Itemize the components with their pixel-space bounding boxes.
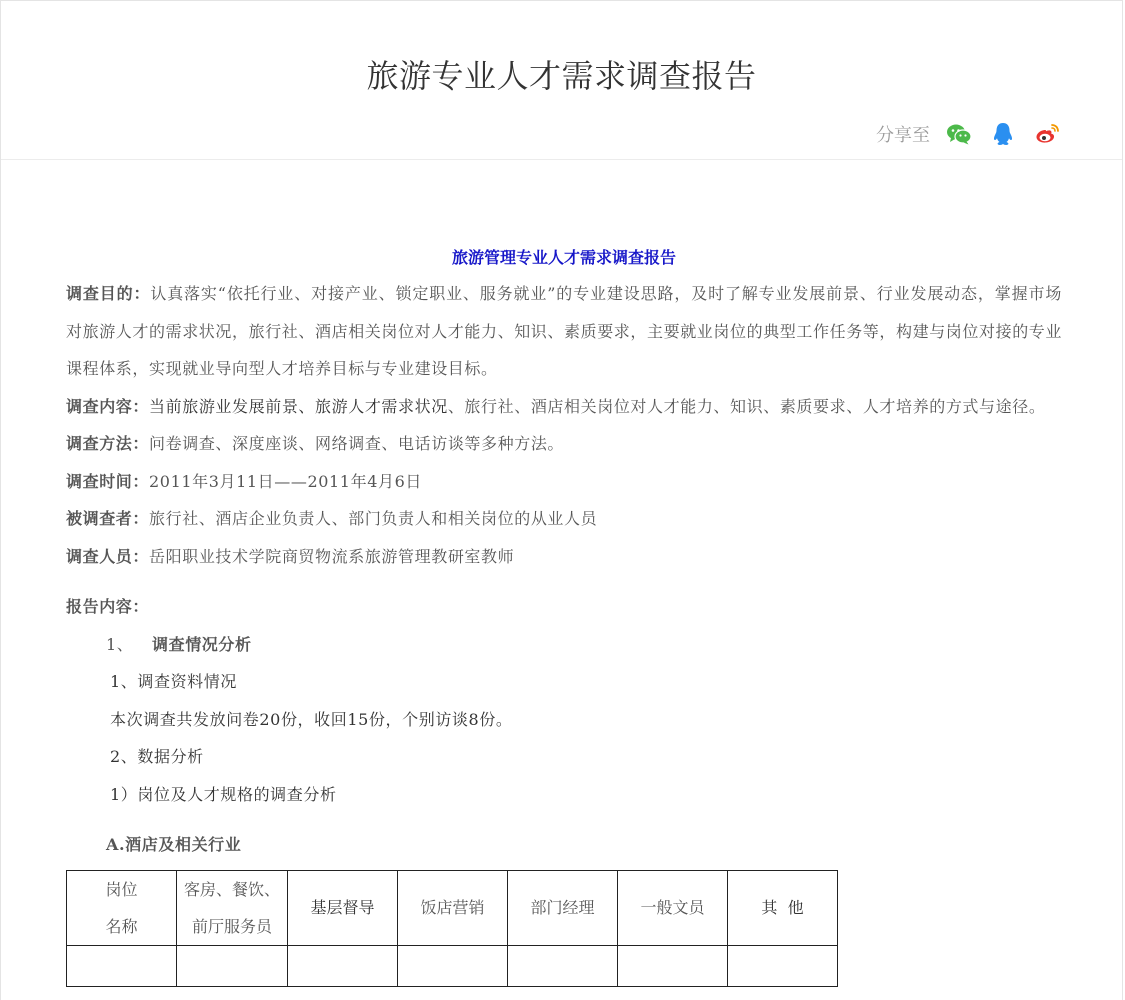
- content-text-highlight: 当前旅游业发展前景、旅游人才需求状况: [149, 396, 448, 416]
- content-label: 调查内容：: [66, 396, 150, 416]
- staff-text: 岳阳职业技术学院商贸物流系旅游管理教研室教师: [149, 546, 515, 566]
- share-bar: [876, 121, 1060, 147]
- method-text: 问卷调查、深度座谈、网络调查、电话访谈等多种方法。: [149, 434, 565, 453]
- share-label: 分享至: [876, 125, 930, 146]
- subsection-1: 1、调查资料情况: [110, 672, 237, 691]
- subsection-1-text: 本次调查共发放问卷20份，收回15份，个别访谈8份。: [110, 709, 513, 729]
- time-label: 调查时间：: [66, 471, 150, 491]
- subsection-2-1: 1）岗位及人才规格的调查分析: [110, 784, 337, 804]
- staff-paragraph: [66, 538, 1062, 576]
- table-cell: [728, 945, 838, 986]
- time-paragraph: [66, 463, 1062, 501]
- table-header-cell: [177, 870, 288, 945]
- method-paragraph: [66, 425, 1062, 463]
- purpose-label: 调查目的：: [66, 284, 151, 303]
- subject-paragraph: [66, 500, 1062, 538]
- time-text: 2011年3月11日——2011年4月6日: [149, 471, 422, 491]
- section-a-heading: [66, 826, 1062, 864]
- subject-text: 旅行社、酒店企业负责人、部门负责人和相关岗位的从业人员: [149, 509, 598, 528]
- method-label: 调查方法：: [66, 434, 150, 453]
- staff-label: 调查人员：: [66, 546, 150, 566]
- article-header: [1, 1, 1122, 160]
- table-header-cell: 其 他: [728, 870, 838, 945]
- header-line: 名称: [105, 916, 138, 936]
- table-header-cell: 部门经理: [508, 870, 618, 945]
- qq-icon[interactable]: [990, 121, 1016, 147]
- weibo-icon[interactable]: [1034, 121, 1060, 147]
- content-text: 、旅行社、酒店相关岗位对人才能力、知识、素质要求、人才培养的方式与途径。: [447, 396, 1046, 416]
- article-body: [66, 241, 1062, 987]
- subsection-2: 2、数据分析: [110, 747, 204, 766]
- table-cell: [618, 945, 728, 986]
- page-title: 旅游专业人才需求调查报告: [366, 57, 757, 95]
- wechat-icon[interactable]: [946, 121, 972, 147]
- header-line: 客房、餐饮、: [183, 879, 280, 899]
- table-header-cell: [67, 870, 177, 945]
- header-line: 岗位: [105, 879, 138, 899]
- content-paragraph: [66, 388, 1062, 426]
- table-header-row: [67, 870, 838, 945]
- table-row: [67, 945, 838, 986]
- section-a-title: A.酒店及相关行业: [106, 835, 242, 854]
- table-header-cell: 饭店营销: [398, 870, 508, 945]
- table-cell: [508, 945, 618, 986]
- section-1-number: 1、: [106, 634, 134, 654]
- subject-label: 被调查者：: [66, 509, 150, 528]
- purpose-paragraph: [66, 275, 1062, 388]
- table-cell: [288, 945, 398, 986]
- document-title: 旅游管理专业人才需求调查报告: [451, 248, 676, 267]
- report-paragraph: [66, 588, 1062, 626]
- section-1-title: 调查情况分析: [152, 634, 252, 654]
- table-cell: [177, 945, 288, 986]
- section-1-heading: [66, 626, 1062, 664]
- report-label: 报告内容：: [66, 597, 150, 616]
- table-header-cell: 基层督导: [288, 870, 398, 945]
- positions-table: [66, 870, 838, 987]
- header-line: 前厅服务员: [191, 916, 272, 936]
- table-header-cell: 一般文员: [618, 870, 728, 945]
- table-cell: [67, 945, 177, 986]
- purpose-text: 认真落实“依托行业、对接产业、锁定职业、服务就业”的专业建设思路，及时了解专业发展前景、行业发展动态，掌握市场对旅游人才的需求状况，旅行社、酒店相关岗位对人才能力、知识、素质要求，主要就业岗位的典型工作任务等，构建与岗位对接的专业课程体系，实现就业导向型人才培养目标与专业建设目标。: [66, 284, 1063, 378]
- table-cell: [398, 945, 508, 986]
